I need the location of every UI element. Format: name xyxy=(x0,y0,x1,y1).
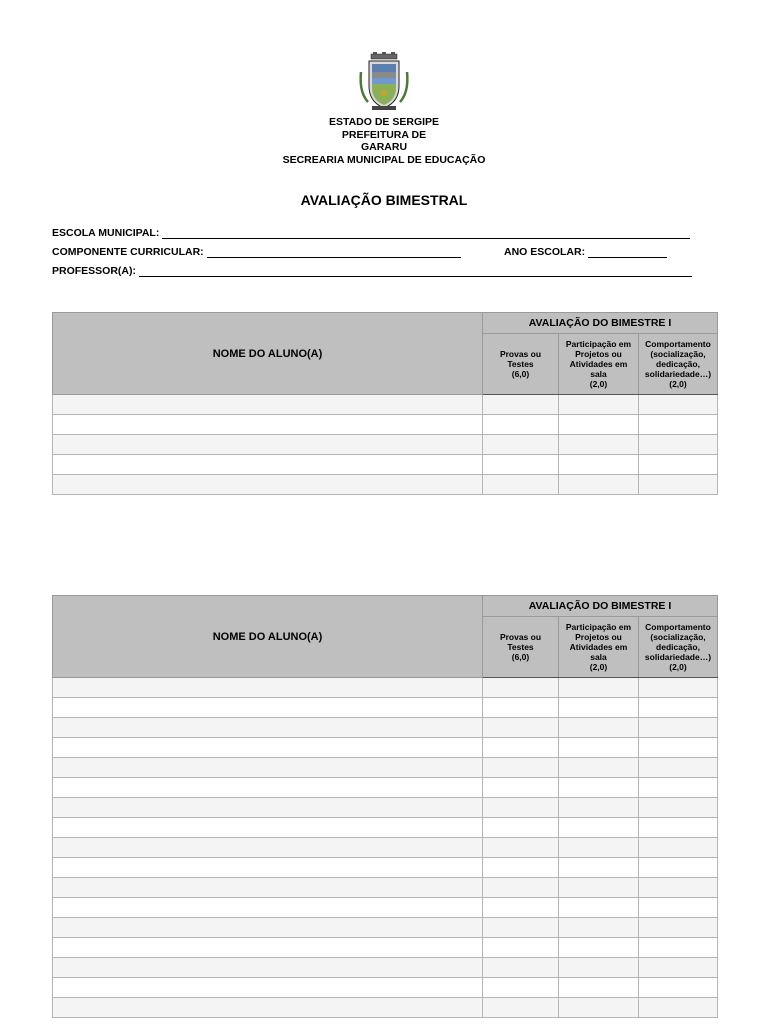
behavior-score-cell[interactable] xyxy=(639,958,718,978)
tests-header: Provas ou Testes (6,0) xyxy=(483,334,559,395)
table-row xyxy=(53,395,718,415)
participation-score-cell[interactable] xyxy=(559,838,639,858)
student-name-cell[interactable] xyxy=(53,698,483,718)
table-row xyxy=(53,838,718,858)
participation-score-cell[interactable] xyxy=(559,778,639,798)
tests-score-cell[interactable] xyxy=(483,475,559,495)
tests-score-cell[interactable] xyxy=(483,415,559,435)
table-row xyxy=(53,758,718,778)
student-name-cell[interactable] xyxy=(53,798,483,818)
participation-header: Participação em Projetos ou Atividades em sala (2,0) xyxy=(559,617,639,678)
student-name-cell[interactable] xyxy=(53,938,483,958)
behavior-score-cell[interactable] xyxy=(639,455,718,475)
participation-score-cell[interactable] xyxy=(559,858,639,878)
component-label: COMPONENTE CURRICULAR: xyxy=(52,246,204,258)
behavior-score-cell[interactable] xyxy=(639,898,718,918)
tests-score-cell[interactable] xyxy=(483,898,559,918)
participation-score-cell[interactable] xyxy=(559,818,639,838)
grade-table-1-body xyxy=(53,395,718,495)
participation-score-cell[interactable] xyxy=(559,878,639,898)
institution-header xyxy=(0,116,768,166)
behavior-score-cell[interactable] xyxy=(639,395,718,415)
behavior-score-cell[interactable] xyxy=(639,858,718,878)
table-row xyxy=(53,998,718,1018)
behavior-score-cell[interactable] xyxy=(639,678,718,698)
participation-score-cell[interactable] xyxy=(559,698,639,718)
behavior-score-cell[interactable] xyxy=(639,738,718,758)
table-row xyxy=(53,455,718,475)
table-row xyxy=(53,678,718,698)
student-name-cell[interactable] xyxy=(53,878,483,898)
participation-score-cell[interactable] xyxy=(559,738,639,758)
school-year-field[interactable] xyxy=(504,246,667,258)
header-prefecture: PREFEITURA DE xyxy=(341,128,427,141)
behavior-score-cell[interactable] xyxy=(639,978,718,998)
student-name-cell[interactable] xyxy=(53,435,483,455)
student-name-cell[interactable] xyxy=(53,958,483,978)
page-title: AVALIAÇÃO BIMESTRAL xyxy=(300,192,468,208)
table-row xyxy=(53,858,718,878)
student-name-cell[interactable] xyxy=(53,738,483,758)
table-row xyxy=(53,475,718,495)
grade-table-1 xyxy=(52,312,718,495)
table-row xyxy=(53,898,718,918)
tests-score-cell[interactable] xyxy=(483,778,559,798)
behavior-score-cell[interactable] xyxy=(639,778,718,798)
tests-score-cell[interactable] xyxy=(483,978,559,998)
student-name-cell[interactable] xyxy=(53,838,483,858)
school-year-line[interactable] xyxy=(588,247,667,258)
student-name-cell[interactable] xyxy=(53,978,483,998)
behavior-score-cell[interactable] xyxy=(639,838,718,858)
table-row xyxy=(53,958,718,978)
student-name-cell[interactable] xyxy=(53,475,483,495)
tests-score-cell[interactable] xyxy=(483,878,559,898)
table-row xyxy=(53,415,718,435)
student-name-cell[interactable] xyxy=(53,718,483,738)
behavior-score-cell[interactable] xyxy=(639,698,718,718)
behavior-score-cell[interactable] xyxy=(639,878,718,898)
table-row xyxy=(53,878,718,898)
tests-score-cell[interactable] xyxy=(483,798,559,818)
participation-score-cell[interactable] xyxy=(559,798,639,818)
tests-score-cell[interactable] xyxy=(483,818,559,838)
table-row xyxy=(53,698,718,718)
student-name-cell[interactable] xyxy=(53,918,483,938)
tests-score-cell[interactable] xyxy=(483,958,559,978)
table-row xyxy=(53,798,718,818)
component-field[interactable] xyxy=(52,246,461,258)
municipal-crest-icon xyxy=(358,52,410,112)
tests-score-cell[interactable] xyxy=(483,858,559,878)
participation-score-cell[interactable] xyxy=(559,898,639,918)
participation-score-cell[interactable] xyxy=(559,918,639,938)
student-name-cell[interactable] xyxy=(53,818,483,838)
student-name-cell[interactable] xyxy=(53,778,483,798)
behavior-score-cell[interactable] xyxy=(639,938,718,958)
tests-score-cell[interactable] xyxy=(483,738,559,758)
grade-table-2 xyxy=(52,595,718,1018)
participation-score-cell[interactable] xyxy=(559,718,639,738)
behavior-header: Comportamento (socialização, dedicação, solidariedade…) (2,0) xyxy=(639,617,718,678)
behavior-score-cell[interactable] xyxy=(639,475,718,495)
tests-header: Provas ou Testes (6,0) xyxy=(483,617,559,678)
participation-score-cell[interactable] xyxy=(559,938,639,958)
table-row xyxy=(53,938,718,958)
behavior-score-cell[interactable] xyxy=(639,998,718,1018)
behavior-score-cell[interactable] xyxy=(639,415,718,435)
behavior-score-cell[interactable] xyxy=(639,435,718,455)
component-line[interactable] xyxy=(207,247,461,258)
bimester-header: AVALIAÇÃO DO BIMESTRE I xyxy=(483,596,718,617)
participation-score-cell[interactable] xyxy=(559,435,639,455)
student-name-cell[interactable] xyxy=(53,395,483,415)
table-row xyxy=(53,435,718,455)
tests-score-cell[interactable] xyxy=(483,678,559,698)
table-row xyxy=(53,918,718,938)
table-row xyxy=(53,718,718,738)
participation-score-cell[interactable] xyxy=(559,998,639,1018)
student-name-cell[interactable] xyxy=(53,415,483,435)
student-name-header: NOME DO ALUNO(A) xyxy=(53,313,483,395)
behavior-score-cell[interactable] xyxy=(639,758,718,778)
table-row xyxy=(53,778,718,798)
header-state: ESTADO DE SERGIPE xyxy=(328,116,440,128)
tests-score-cell[interactable] xyxy=(483,998,559,1018)
teacher-label: PROFESSOR(A): xyxy=(52,265,136,277)
student-name-header: NOME DO ALUNO(A) xyxy=(53,596,483,678)
tests-score-cell[interactable] xyxy=(483,455,559,475)
tests-score-cell[interactable] xyxy=(483,718,559,738)
participation-score-cell[interactable] xyxy=(559,678,639,698)
tests-score-cell[interactable] xyxy=(483,918,559,938)
participation-score-cell[interactable] xyxy=(559,758,639,778)
teacher-line[interactable] xyxy=(139,266,692,277)
tests-score-cell[interactable] xyxy=(483,938,559,958)
participation-score-cell[interactable] xyxy=(559,395,639,415)
grade-table-2-body xyxy=(53,678,718,1018)
tests-score-cell[interactable] xyxy=(483,758,559,778)
student-name-cell[interactable] xyxy=(53,455,483,475)
header-city: GARARU xyxy=(360,141,408,153)
header-secretariat: SECREARIA MUNICIPAL DE EDUCAÇÃO xyxy=(282,153,486,166)
table-row xyxy=(53,818,718,838)
table-row xyxy=(53,978,718,998)
school-field[interactable] xyxy=(52,227,690,239)
school-label: ESCOLA MUNICIPAL: xyxy=(52,227,160,239)
participation-score-cell[interactable] xyxy=(559,958,639,978)
tests-score-cell[interactable] xyxy=(483,395,559,415)
bimester-header: AVALIAÇÃO DO BIMESTRE I xyxy=(483,313,718,334)
tests-score-cell[interactable] xyxy=(483,698,559,718)
school-line[interactable] xyxy=(162,228,690,239)
participation-header: Participação em Projetos ou Atividades em sala (2,0) xyxy=(559,334,639,395)
behavior-score-cell[interactable] xyxy=(639,918,718,938)
student-name-cell[interactable] xyxy=(53,898,483,918)
behavior-score-cell[interactable] xyxy=(639,718,718,738)
behavior-header: Comportamento (socialização, dedicação, solidariedade…) (2,0) xyxy=(639,334,718,395)
participation-score-cell[interactable] xyxy=(559,978,639,998)
participation-score-cell[interactable] xyxy=(559,475,639,495)
participation-score-cell[interactable] xyxy=(559,455,639,475)
behavior-score-cell[interactable] xyxy=(639,798,718,818)
student-name-cell[interactable] xyxy=(53,758,483,778)
student-name-cell[interactable] xyxy=(53,678,483,698)
tests-score-cell[interactable] xyxy=(483,838,559,858)
teacher-field[interactable] xyxy=(52,265,692,277)
tests-score-cell[interactable] xyxy=(483,435,559,455)
behavior-score-cell[interactable] xyxy=(639,818,718,838)
school-year-label: ANO ESCOLAR: xyxy=(504,246,586,258)
student-name-cell[interactable] xyxy=(53,858,483,878)
participation-score-cell[interactable] xyxy=(559,415,639,435)
student-name-cell[interactable] xyxy=(53,998,483,1018)
table-row xyxy=(53,738,718,758)
